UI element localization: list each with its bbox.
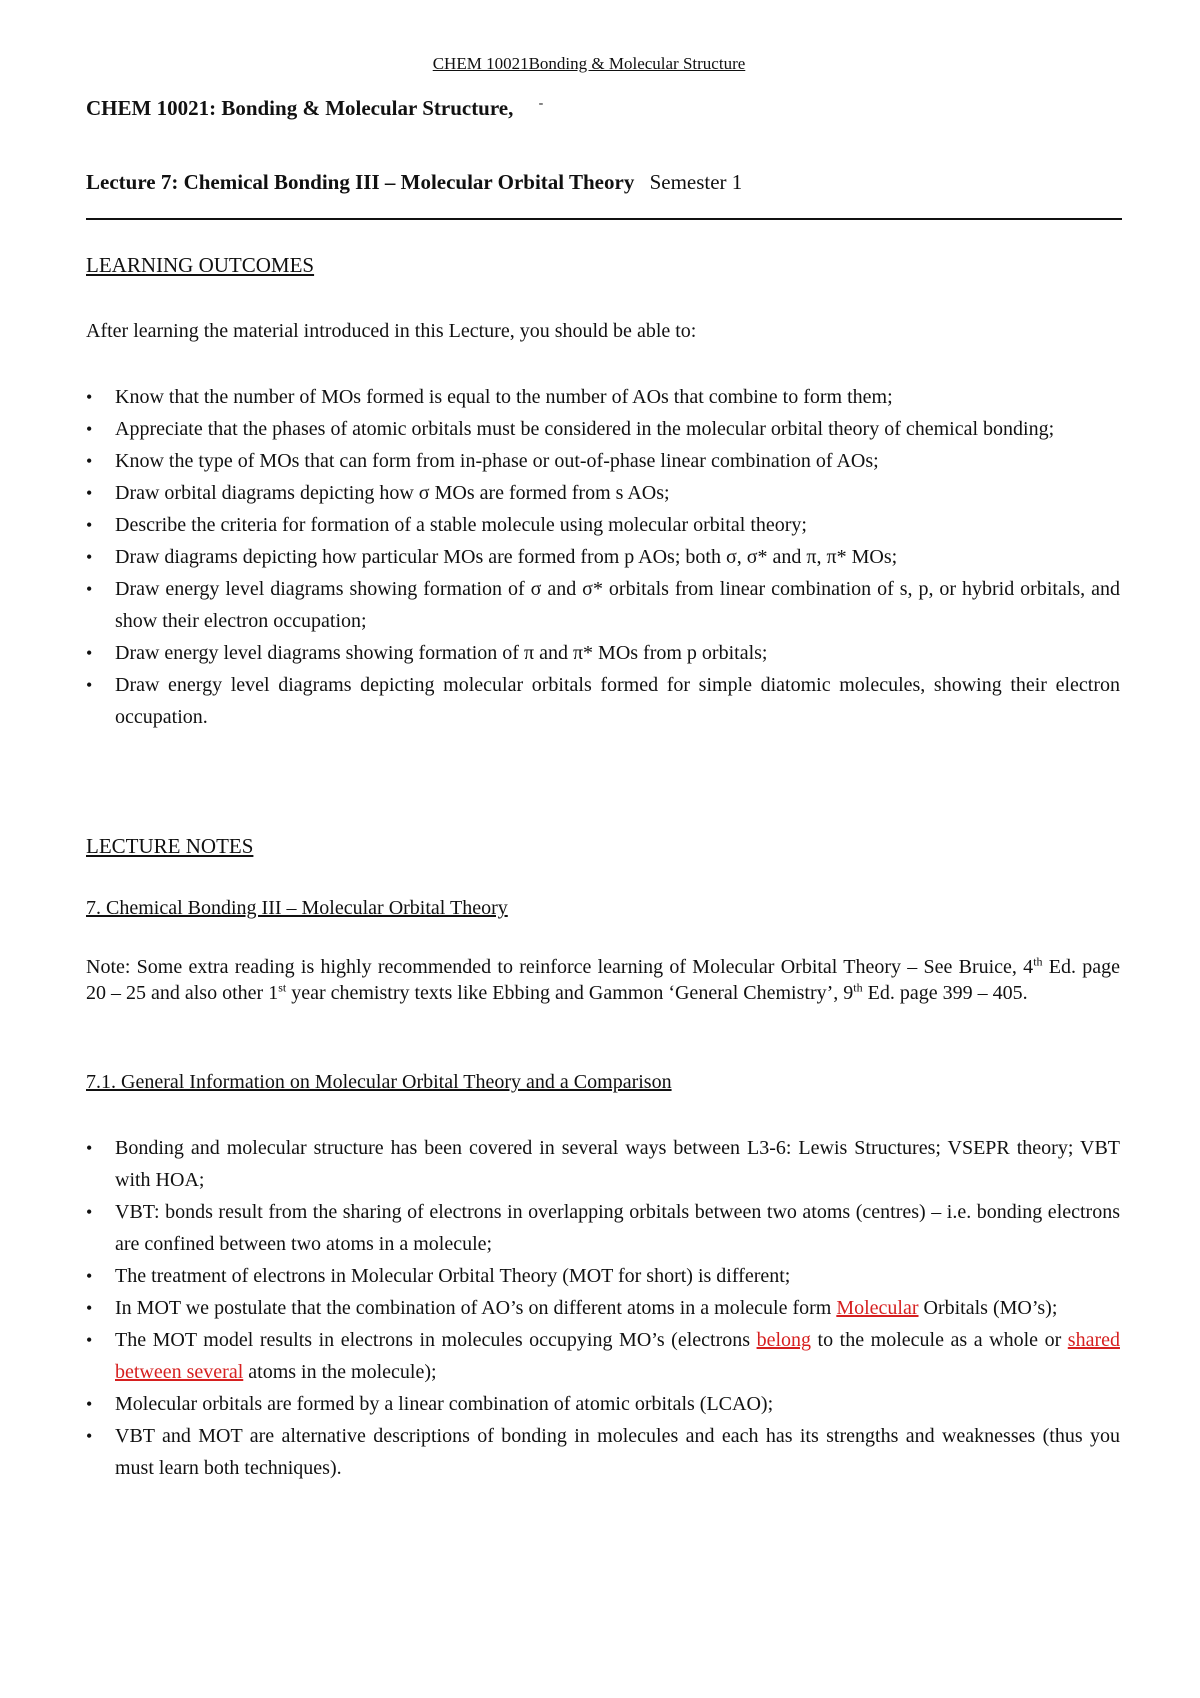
course-title: CHEM 10021: Bonding & Molecular Structure, - bbox=[86, 96, 544, 120]
emphasis-text: belong bbox=[756, 1329, 811, 1351]
list-item: • Know the type of MOs that can form from in-phase or out-of-phase linear combination of AOs; bbox=[86, 445, 1120, 477]
semester-label: Semester 1 bbox=[649, 170, 743, 194]
lecture-title-text: Lecture 7: Chemical Bonding III – Molecular Orbital Theory bbox=[86, 170, 635, 194]
list-item: • The MOT model results in electrons in molecules occupying MO’s (electrons belong to the molecule as a whole or shared between several atoms in the molecule); bbox=[86, 1324, 1120, 1388]
running-header-text: CHEM 10021Bonding & Molecular Structure bbox=[432, 54, 746, 73]
title-mark: - bbox=[538, 96, 544, 111]
reading-note: Note: Some extra reading is highly recommended to reinforce learning of Molecular Orbital Theory – See Bruice, 4th Ed. page 20 – 25 and also other 1st year chemistry texts like Ebbing and Gammon ‘General Chemistry’, 9th Ed. page 399 – 405. bbox=[86, 954, 1120, 1004]
list-item: • Appreciate that the phases of atomic orbitals must be considered in the molecular orbital theory of chemical bonding; bbox=[86, 413, 1120, 445]
lecture-title bbox=[86, 170, 1120, 195]
list-item: • Draw energy level diagrams showing formation of π and π* MOs from p orbitals; bbox=[86, 637, 1120, 669]
list-item: • Draw energy level diagrams depicting molecular orbitals formed for simple diatomic molecules, showing their electron occupation. bbox=[86, 669, 1120, 733]
section-title: 7. Chemical Bonding III – Molecular Orbital Theory bbox=[86, 897, 508, 919]
list-item: • Molecular orbitals are formed by a linear combination of atomic orbitals (LCAO); bbox=[86, 1388, 1120, 1420]
list-item: • Draw orbital diagrams depicting how σ MOs are formed from s AOs; bbox=[86, 477, 1120, 509]
list-item: • VBT: bonds result from the sharing of electrons in overlapping orbitals between two atoms (centres) – i.e. bonding electrons are confined between two atoms in a molecule; bbox=[86, 1196, 1120, 1260]
title-divider bbox=[86, 218, 1122, 220]
list-item: • VBT and MOT are alternative descriptions of bonding in molecules and each has its strengths and weaknesses (thus you must learn both techniques). bbox=[86, 1420, 1120, 1484]
list-item: • Draw energy level diagrams showing formation of σ and σ* orbitals from linear combination of s, p, or hybrid orbitals, and show their electron occupation; bbox=[86, 573, 1120, 637]
subsection-title: 7.1. General Information on Molecular Orbital Theory and a Comparison bbox=[86, 1071, 672, 1093]
list-item: • The treatment of electrons in Molecular Orbital Theory (MOT for short) is different; bbox=[86, 1260, 1120, 1292]
learning-outcomes-list bbox=[86, 381, 1120, 733]
list-item: • In MOT we postulate that the combination of AO’s on different atoms in a molecule form Molecular Orbitals (MO’s); bbox=[86, 1292, 1120, 1324]
learning-outcomes-heading: LEARNING OUTCOMES bbox=[86, 253, 315, 277]
list-item: • Bonding and molecular structure has been covered in several ways between L3-6: Lewis Structures; VSEPR theory; VBT with HOA; bbox=[86, 1132, 1120, 1196]
lecture-notes-heading: LECTURE NOTES bbox=[86, 834, 254, 858]
learning-outcomes-intro: After learning the material introduced in this Lecture, you should be able to: bbox=[86, 320, 697, 342]
list-item: • Draw diagrams depicting how particular MOs are formed from p AOs; both σ, σ* and π, π* MOs; bbox=[86, 541, 1120, 573]
list-item: • Know that the number of MOs formed is equal to the number of AOs that combine to form them; bbox=[86, 381, 1120, 413]
emphasis-text: shared between several bbox=[115, 1329, 1120, 1383]
emphasis-text: Molecular bbox=[836, 1297, 919, 1319]
running-header bbox=[0, 54, 1200, 74]
list-item: • Describe the criteria for formation of a stable molecule using molecular orbital theory; bbox=[86, 509, 1120, 541]
lecture-notes-list bbox=[86, 1132, 1120, 1484]
